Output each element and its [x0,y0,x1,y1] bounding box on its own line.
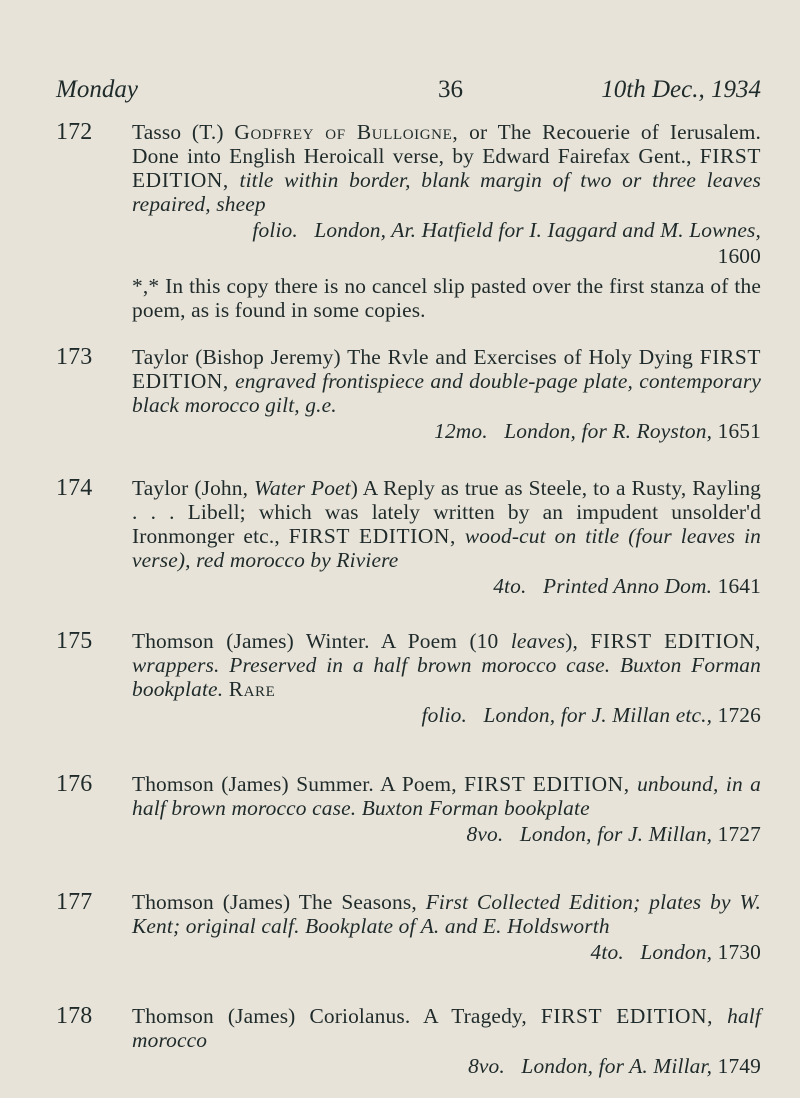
header-date: 10th Dec., 1934 [601,76,761,103]
lot-format: 4to. [590,940,624,964]
lot-imprint [132,940,761,964]
lot-number: 177 [56,889,93,915]
lot-description [132,890,761,938]
lot-entry [56,120,761,322]
lot-imprint-place: London, for J. Millan, [519,822,713,846]
lot-edition: FIRST EDITION, [464,772,630,796]
lot-format: 4to. [493,574,527,598]
lot-edition: FIRST EDITION, [132,345,762,393]
lot-title-text: Thomson (James) The Seasons, [132,890,417,914]
lot-year: 1651 [717,419,761,443]
lot-condition: First Collected Edition; plates by W. Kent; original calf. Bookplate of A. and E. Holdsworth [132,890,762,938]
lot-title-text: Thomson (James) Summer. A Poem, [132,772,457,796]
lot-title: Godfrey of Bulloigne, [234,120,459,144]
lot-imprint [132,822,761,846]
lot-imprint-place: London, Ar. Hatfield for I. Iaggard and M. Lownes, [314,218,761,242]
lot-year-line [132,244,761,268]
lot-title-text: or The Recouerie of Ierusalem. Done into English Heroicall verse, by Edward Fairefax Gent., [132,120,762,168]
lot-description [132,1004,761,1052]
header-day: Monday [56,76,138,103]
lot-format: 8vo. [466,822,504,846]
lot-imprint [132,218,761,242]
lot-entry [56,629,761,727]
lot-edition: FIRST EDITION, [590,629,761,653]
lot-entry [56,1004,761,1078]
lot-format: 12mo. [434,419,488,443]
lot-leaves: leaves [510,629,566,653]
lot-title-text: Taylor (John, [132,476,249,500]
lot-edition: FIRST EDITION, [540,1004,714,1028]
lot-condition: wrappers. Preserved in a half brown morocco case. Buxton Forman bookplate. [132,653,761,701]
lot-year: 1730 [717,940,761,964]
lot-imprint [132,574,761,598]
lot-imprint-place: London, for J. Millan etc., [483,703,713,727]
lot-entry [56,772,761,846]
lot-author: Tasso (T.) [132,120,224,144]
lot-condition: unbound, in a half brown morocco case. Buxton Forman bookplate [132,772,762,820]
lot-number: 178 [56,1003,93,1029]
lot-year: 1600 [717,244,761,268]
lot-format: folio. [421,703,467,727]
lot-edition: FIRST EDITION, [288,524,456,548]
lot-number: 176 [56,771,93,797]
lot-note: *,* In this copy there is no cancel slip pasted over the first stanza of the poem, as is found in some copies. [132,274,761,322]
lot-year: 1727 [717,822,761,846]
lot-imprint [132,419,761,443]
lot-title-rest: ) A Reply as true as Steele, to a Rusty, Rayling . . . Libell; which was lately written by an impudent unsolder'd Ironmonger etc., [132,476,762,548]
lot-title-text: Taylor (Bishop Jeremy) The Rvle and Exercises of Holy Dying [132,345,693,369]
lot-number: 174 [56,475,93,501]
lot-entry [56,890,761,964]
lot-description [132,345,761,417]
lot-condition: wood-cut on title (four leaves in verse), red morocco by Riviere [132,524,762,572]
lot-condition: engraved frontispiece and double-page plate, contemporary black morocco gilt, g.e. [132,369,762,417]
lot-year: 1641 [717,574,761,598]
header-page-number: 36 [438,76,463,103]
page-header [56,76,761,110]
lot-number: 173 [56,344,93,370]
lot-imprint-place: London, for R. Royston, [504,419,713,443]
lot-title-text: Thomson (James) Winter. A Poem (10 [132,629,499,653]
lot-title-rest: ), [565,629,578,653]
lot-year: 1726 [717,703,761,727]
lot-condition: title within border, blank margin of two or three leaves repaired, sheep [132,168,761,216]
lot-edition: FIRST EDITION, [132,144,762,192]
lot-imprint-place: London, [640,940,713,964]
lot-description [132,476,761,572]
lot-imprint-place: London, for A. Millar, [521,1054,713,1078]
lot-description [132,772,761,820]
lot-number: 172 [56,119,93,145]
lot-imprint-place: Printed Anno Dom. [542,574,713,598]
lot-title-text: Thomson (James) Coriolanus. A Tragedy, [132,1004,527,1028]
lot-author-epithet: Water Poet [254,476,351,500]
lot-imprint [132,1054,761,1078]
lot-condition: half morocco [132,1004,761,1052]
lot-format: folio. [252,218,298,242]
lot-format: 8vo. [468,1054,505,1078]
lot-entry [56,345,761,443]
lot-number: 175 [56,628,93,654]
lot-entry [56,476,761,598]
lot-imprint [132,703,761,727]
lot-year: 1749 [717,1054,761,1078]
lot-rarity: Rare [228,677,276,701]
lot-description [132,629,761,701]
lot-description [132,120,761,216]
